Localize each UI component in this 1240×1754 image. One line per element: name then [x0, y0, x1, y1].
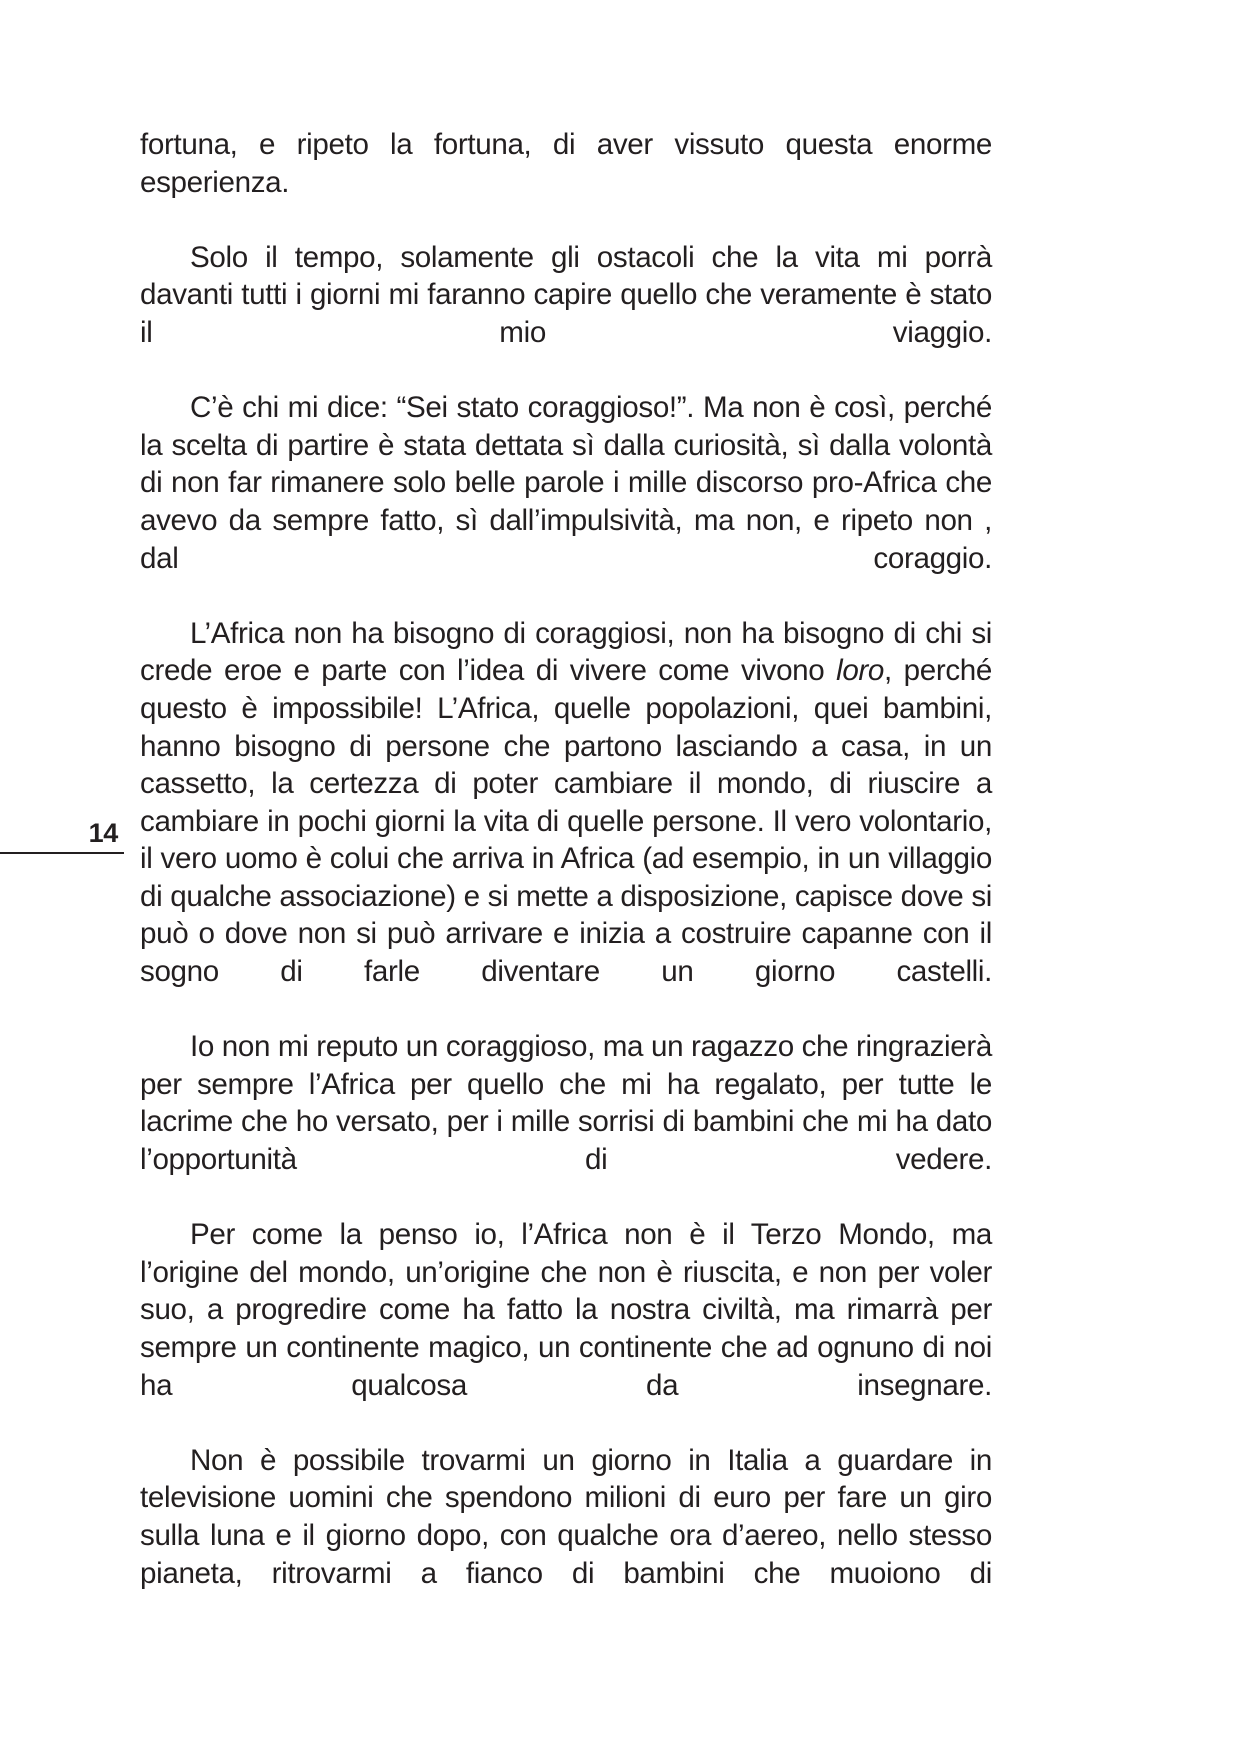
folio-block: [0, 818, 124, 858]
folio-rule: [0, 852, 124, 854]
paragraph: Solo il tempo, solamente gli ostacoli che la vita mi porrà davanti tutti i giorni mi faranno capire quello che veramente è stato il mio viaggio.: [140, 240, 992, 349]
emphasis-loro: loro: [836, 654, 885, 688]
paragraph: Per come la penso io, l’Africa non è il Terzo Mondo, ma l’origine del mondo, un’origine che non è riuscita, e non per voler suo, a progredire come ha fatto la nostra civiltà, ma rimarrà per sempre un continente magico, un continente che ad ognuno di noi ha qualcosa da insegnare.: [140, 1218, 992, 1402]
paragraph-text-part: , perché questo è impossibile! L’Africa, quelle popolazioni, quei bambini, hanno bisogno di persone che partono lasciando a casa, in un cassetto, la certezza di poter cambiare il mondo, di riuscire a cambiare in pochi giorni la vita di quelle persone. Il vero volontario, il vero uomo è colui che arriva in Africa (ad esempio, in un villaggio di qualche associazione) e si mette a disposizione, capisce dove si può o dove non si può arrivare e inizia a costruire capanne con il sogno di farle diventare un giorno castelli.: [140, 654, 992, 989]
paragraph: Non è possibile trovarmi un giorno in Italia a guardare in televisione uomini che spendono milioni di euro per fare un giro sulla luna e il giorno dopo, con qualche ora d’aereo, nello stesso pianeta, ritrovarmi a fianco di bambini che muoiono di: [140, 1443, 992, 1590]
paragraph-text-part: L’Africa non ha bisogno di coraggiosi, non ha bisogno di chi si crede eroe e parte con l’idea di vivere come vivono: [140, 616, 992, 688]
page-number: 14: [88, 818, 118, 848]
paragraph: [140, 615, 992, 1029]
paragraph: Io non mi reputo un coraggioso, ma un ragazzo che ringrazierà per sempre l’Africa per quello che mi ha regalato, per tutte le lacrime che ho versato, per i mille sorrisi di bambini che mi ha dato l’opportunità di vedere.: [140, 1030, 992, 1177]
paragraph: fortuna, e ripeto la fortuna, di aver vissuto questa enorme esperienza.: [140, 128, 992, 199]
paragraph: C’è chi mi dice: “Sei stato coraggioso!”. Ma non è così, perché la scelta di partire è stata dettata sì dalla curiosità, sì dalla volontà di non far rimanere solo belle parole i mille discorso pro-Africa che avevo da sempre fatto, sì dall’impulsività, ma non, e ripeto non , dal coraggio.: [140, 391, 992, 575]
body-text-column: [140, 126, 992, 1630]
